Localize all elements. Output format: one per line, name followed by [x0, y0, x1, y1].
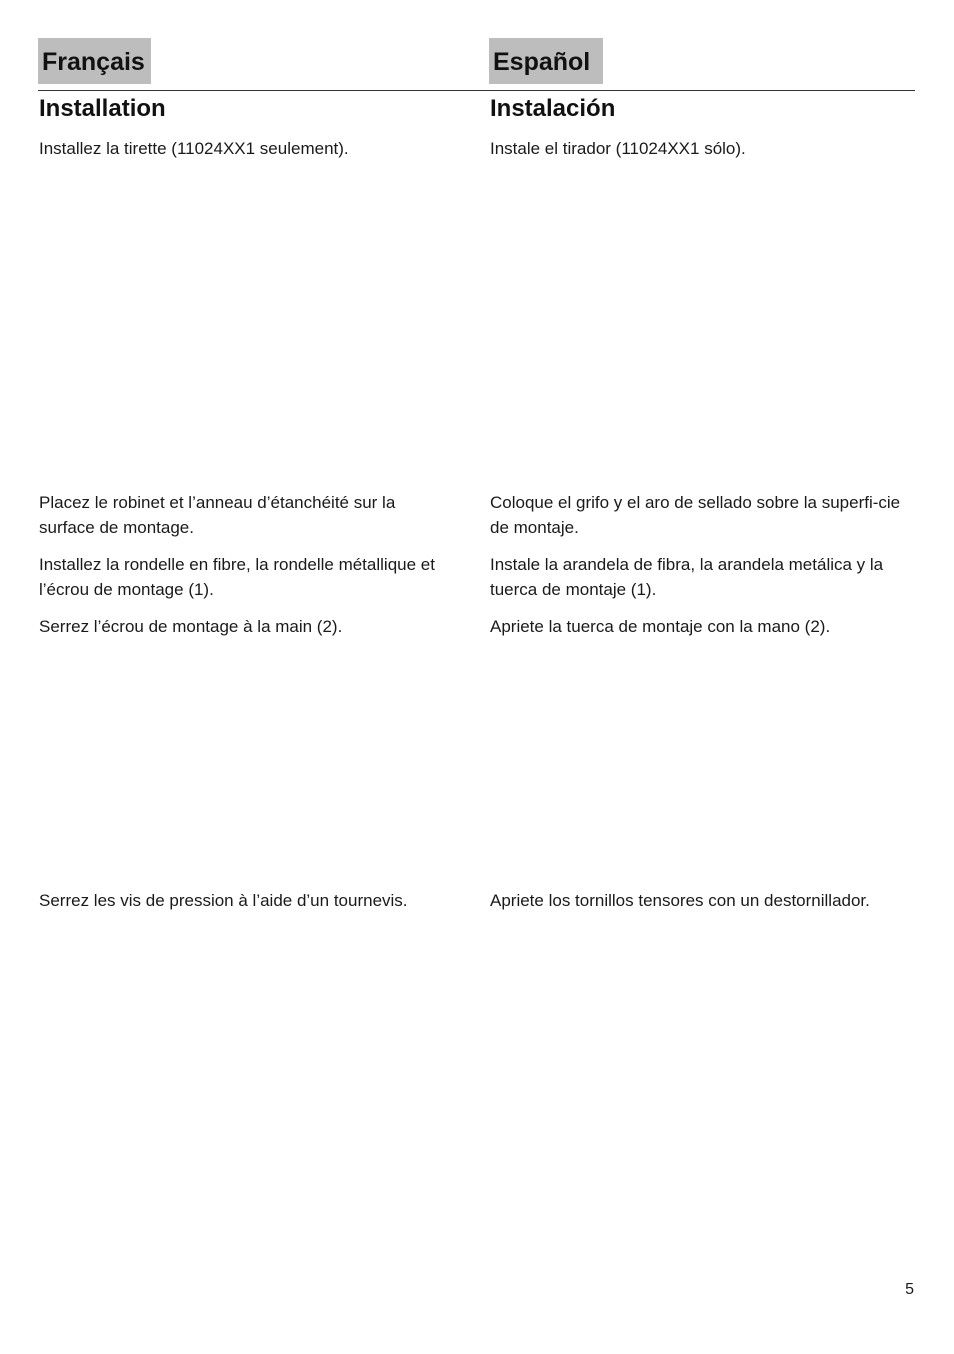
step-5-text-french: Serrez les vis de pression à l’aide d’un tournevis. [39, 891, 408, 910]
step-3-text-french: Installez la rondelle en fibre, la rondelle métallique et l’écrou de montage (1). [39, 555, 435, 599]
step-3-text-spanish: Instale la arandela de fibra, la arandela metálica y la tuerca de montaje (1). [490, 555, 884, 599]
section-heading-french: Installation [39, 95, 166, 122]
page-number: 5 [905, 1281, 914, 1298]
language-tab-french: Français [38, 38, 151, 84]
step-1-text-french: Installez la tirette (11024XX1 seulement). [39, 139, 349, 158]
step-1-text-spanish: Instale el tirador (11024XX1 sólo). [490, 139, 746, 158]
step-4-text-french: Serrez l’écrou de montage à la main (2). [39, 617, 343, 636]
step-4-text-spanish: Apriete la tuerca de montaje con la mano (2). [490, 617, 831, 636]
step-2-text-spanish: Coloque el grifo y el aro de sellado sobre la superfi-cie de montaje. [490, 493, 901, 537]
language-tab-spanish: Español [489, 38, 603, 84]
step-5-text-spanish: Apriete los tornillos tensores con un destornillador. [490, 891, 870, 910]
header-divider [38, 90, 915, 91]
section-heading-spanish: Instalación [490, 95, 616, 122]
step-2-text-french: Placez le robinet et l’anneau d’étanchéité sur la surface de montage. [39, 493, 396, 537]
